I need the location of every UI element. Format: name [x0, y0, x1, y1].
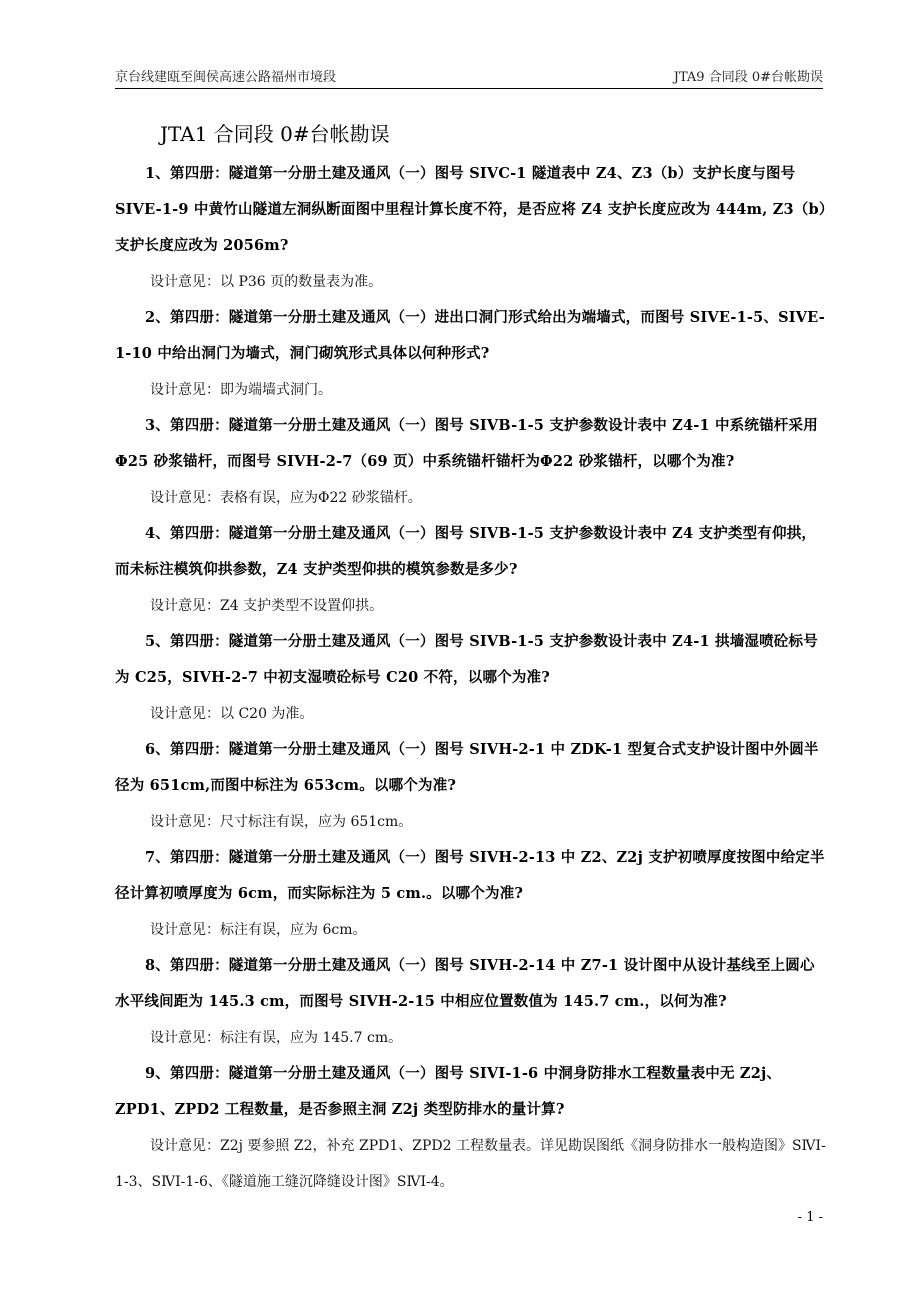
answer-1: 设计意见：以 P36 页的数量表为准。	[150, 274, 383, 290]
question-5: 5、第四册：隧道第一分册土建及通风（一）图号 SIVB-1-5 支护参数设计表中 Z4-1 拱墙湿喷砼标号为 C25，SIVH-2-7 中初支湿喷砼标号 C20 不符，以哪个为准?	[115, 633, 818, 686]
page-header	[115, 62, 823, 89]
question-4: 4、第四册：隧道第一分册土建及通风（一）图号 SIVB-1-5 支护参数设计表中 Z4 支护类型有仰拱，而未标注模筑仰拱参数，Z4 支护类型仰拱的模筑参数是多少?	[115, 525, 817, 578]
answer-9: 设计意见：Z2j 要参照 Z2，补充 ZPD1、ZPD2 工程数量表。详见勘误图纸《洞身防排水一般构造图》SⅣI-1-3、SⅣI-1-6、《隧道施工缝沉降缝设计图》SⅣI-4。	[115, 1138, 826, 1190]
page-number: - 1 -	[797, 1210, 823, 1225]
errata-list	[115, 156, 827, 1200]
question-6: 6、第四册：隧道第一分册土建及通风（一）图号 SIVH-2-1 中 ZDK-1 型复合式支护设计图中外圆半径为 651cm,而图中标注为 653cm。以哪个为准?	[115, 741, 819, 794]
header-project-name: 京台线建瓯至闽侯高速公路福州市境段	[115, 70, 337, 85]
question-8: 8、第四册：隧道第一分册土建及通风（一）图号 SIVH-2-14 中 Z7-1 设计图中从设计基线至上圆心水平线间距为 145.3 cm，而图号 SIVH-2-15 中相应位置数值为 145.7 cm.，以何为准?	[115, 957, 815, 1010]
page-title: JTA1 合同段 0#台帐勘误	[160, 122, 390, 146]
question-3: 3、第四册：隧道第一分册土建及通风（一）图号 SIVB-1-5 支护参数设计表中 Z4-1 中系统锚杆采用Φ25 砂浆锚杆，而图号 SIVH-2-7（69 页）中系统锚杆锚杆为Φ22 砂浆锚杆，以哪个为准?	[115, 417, 818, 470]
answer-2: 设计意见：即为端墙式洞门。	[150, 382, 332, 398]
answer-8: 设计意见：标注有误，应为 145.7 cm。	[150, 1030, 403, 1046]
question-7: 7、第四册：隧道第一分册土建及通风（一）图号 SIVH-2-13 中 Z2、Z2j 支护初喷厚度按图中给定半径计算初喷厚度为 6cm，而实际标注为 5 cm.。以哪个为准?	[115, 849, 825, 902]
question-9: 9、第四册：隧道第一分册土建及通风（一）图号 SIVI-1-6 中洞身防排水工程数量表中无 Z2j、ZPD1、ZPD2 工程数量，是否参照主洞 Z2j 类型防排水的量计算?	[115, 1065, 782, 1118]
answer-5: 设计意见：以 C20 为准。	[150, 706, 314, 722]
answer-3: 设计意见：表格有误，应为Φ22 砂浆锚杆。	[150, 490, 422, 506]
question-2: 2、第四册：隧道第一分册土建及通风（一）进出口洞门形式给出为端墙式，而图号 SIVE-1-5、SIVE-1-10 中给出洞门为墙式，洞门砌筑形式具体以何种形式?	[115, 309, 825, 362]
answer-4: 设计意见：Z4 支护类型不设置仰拱。	[150, 598, 384, 614]
question-1: 1、第四册：隧道第一分册土建及通风（一）图号 SIVC-1 隧道表中 Z4、Z3（b）支护长度与图号 SIVE-1-9 中黄竹山隧道左洞纵断面图中里程计算长度不符，是否应将 Z4 支护长度应改为 444m, Z3（b）支护长度应改为 2056m?	[115, 165, 827, 254]
header-document-name: JTA9 合同段 0#台帐勘误	[673, 70, 823, 85]
answer-6: 设计意见：尺寸标注有误，应为 651cm。	[150, 814, 413, 830]
answer-7: 设计意见：标注有误，应为 6cm。	[150, 922, 367, 938]
